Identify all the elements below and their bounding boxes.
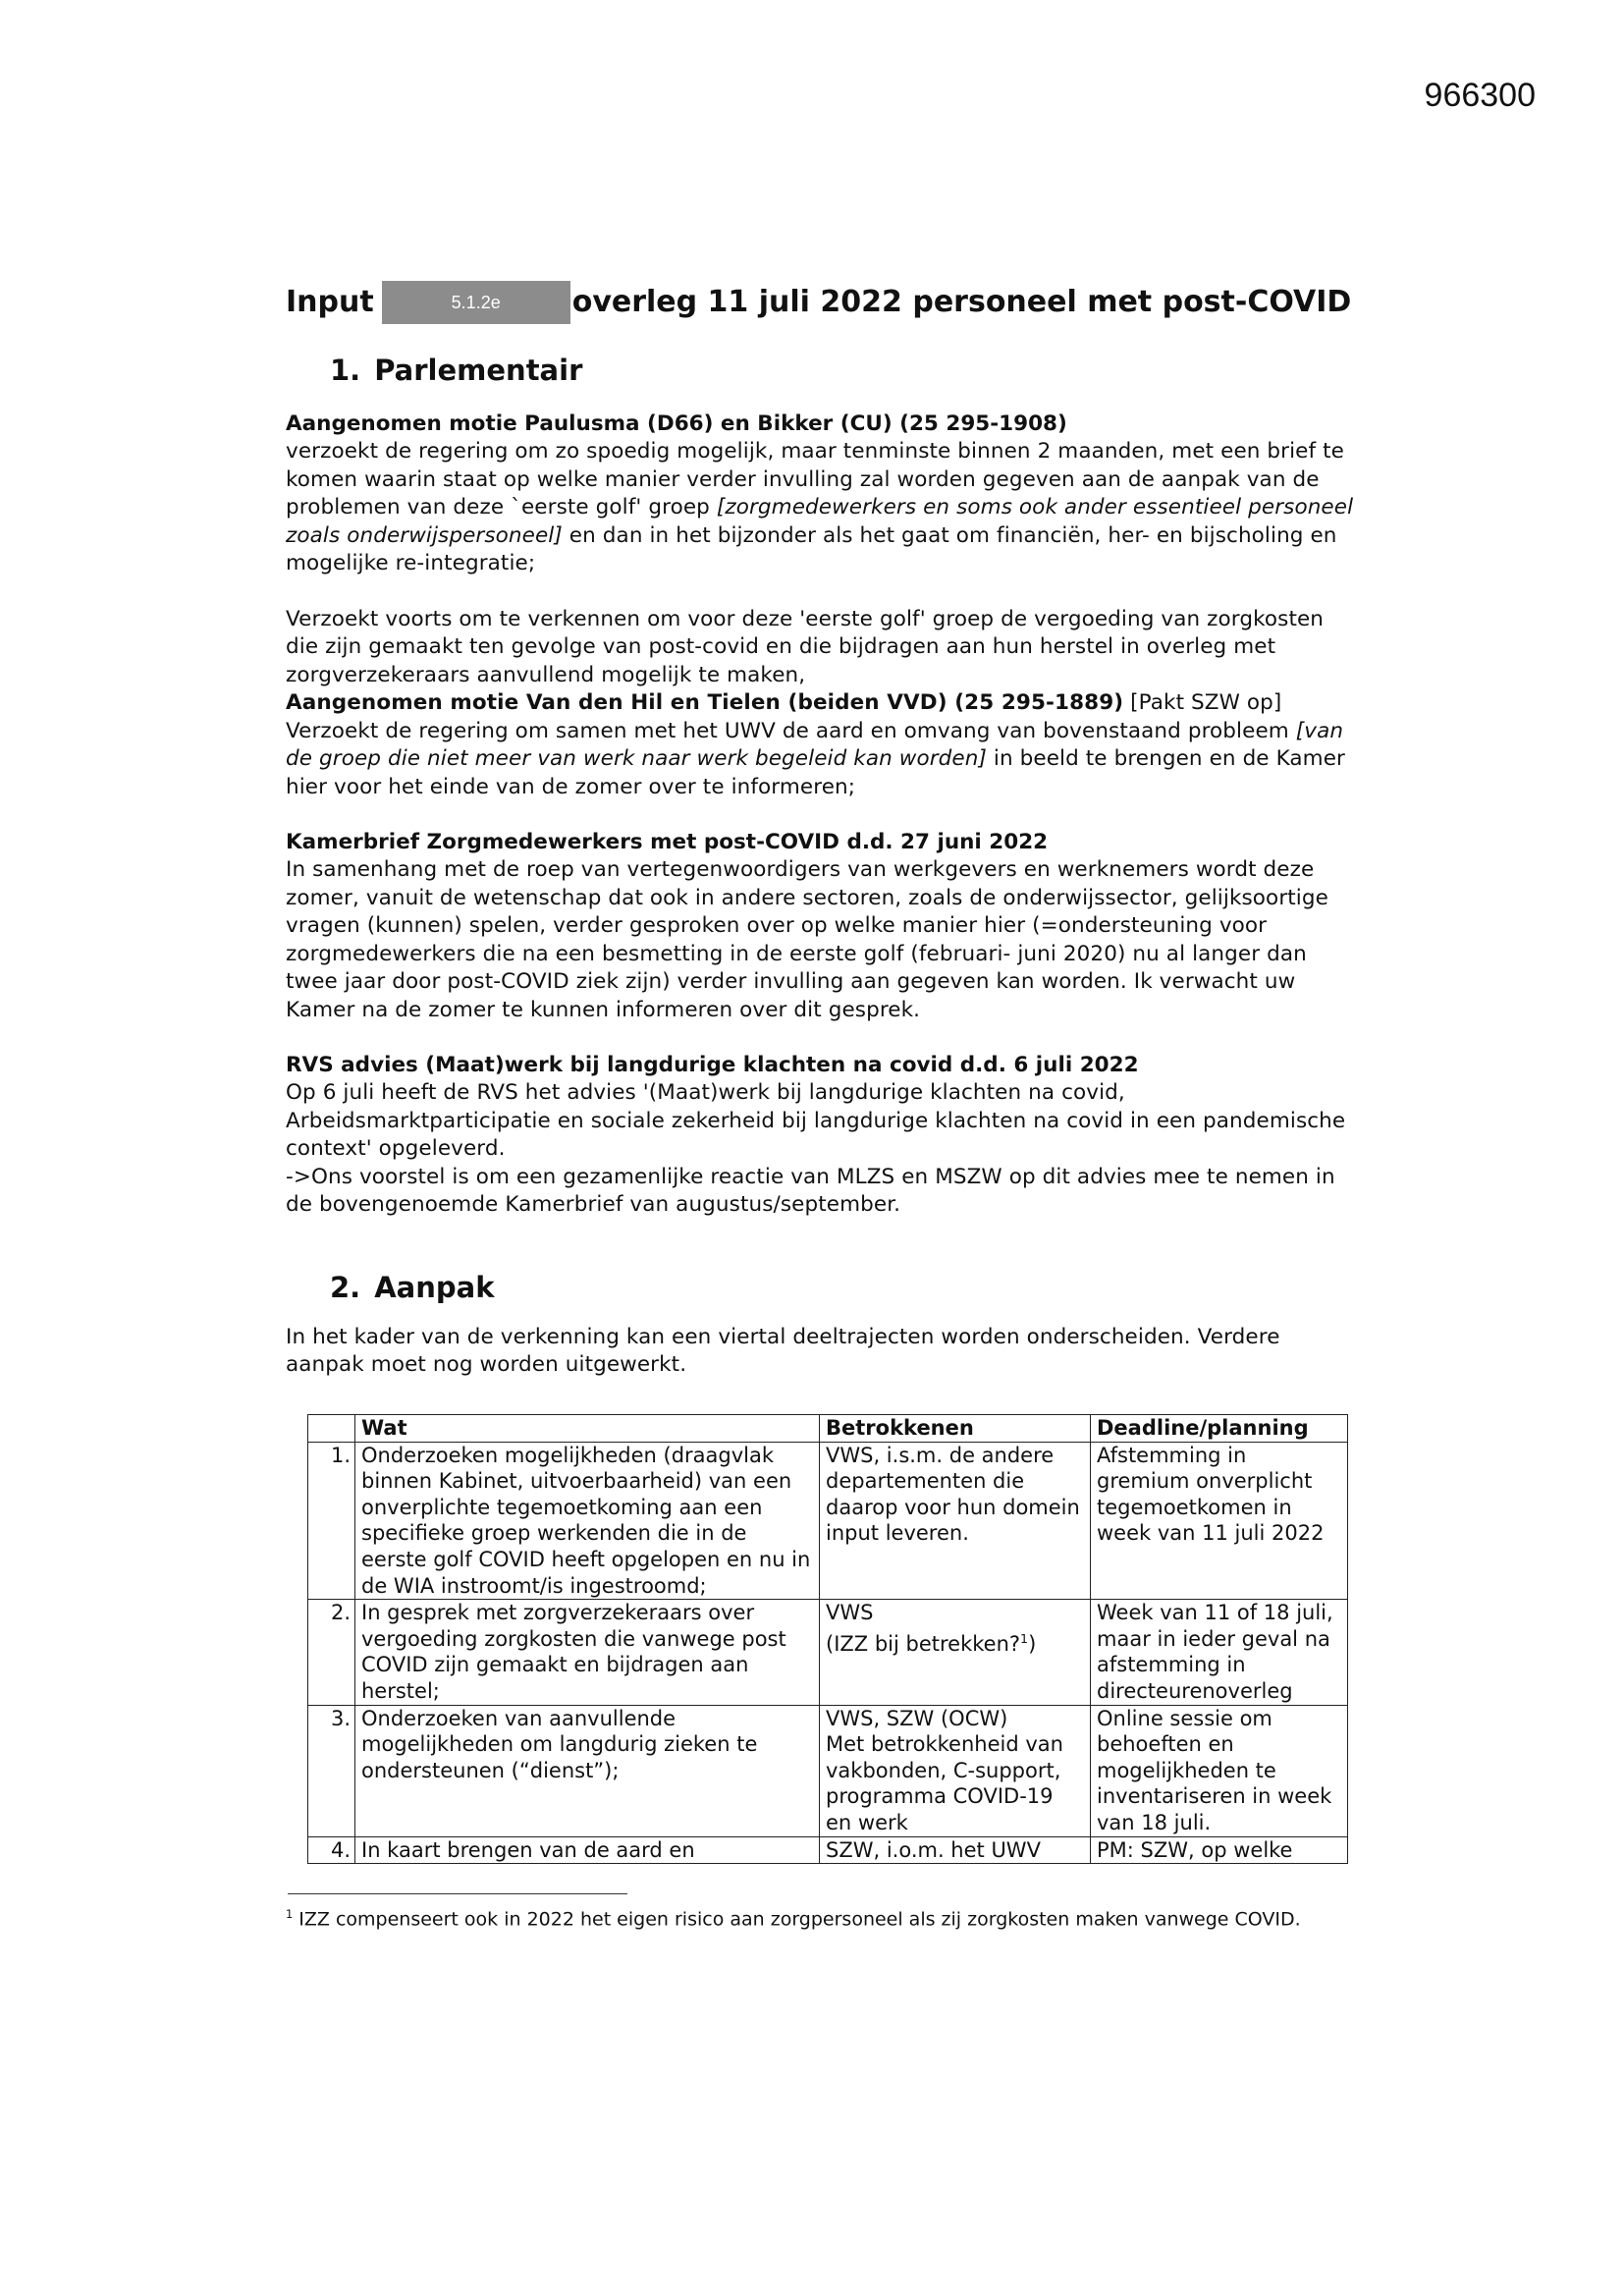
footnote-separator bbox=[288, 1893, 627, 1894]
row-wat: In kaart brengen van de aard en bbox=[355, 1836, 820, 1864]
page-title bbox=[286, 281, 1356, 324]
section-number: 1. bbox=[330, 354, 361, 387]
title-prefix: Input bbox=[286, 285, 374, 319]
row-number: 1. bbox=[308, 1442, 355, 1600]
rvs-proposal: ->Ons voorstel is om een gezamenlijke reactie van MLZS en MSZW op dit advies mee te nemen in de bovengenoemde Kamerbrief van augustus/september. bbox=[286, 1164, 1335, 1217]
motie-paulusma-text-2: Verzoekt voorts om te verkennen om voor deze 'eerste golf' groep de vergoeding van zorgkosten die zijn gemaakt ten gevolge van post-covid en die bijdragen aan hun herstel in overleg met zorgverzekeraars aanvullend mogelijk te maken, bbox=[286, 606, 1325, 687]
header-wat: Wat bbox=[355, 1415, 820, 1443]
footnote bbox=[286, 1907, 1301, 1930]
section-heading-aanpak bbox=[330, 1271, 1356, 1304]
kamerbrief-title: Kamerbrief Zorgmedewerkers met post-COVID d.d. 27 juni 2022 bbox=[286, 830, 1049, 854]
redaction-box: 5.1.2e bbox=[382, 281, 570, 324]
motie-vandenhil-title: Aangenomen motie Van den Hil en Tielen (beiden VVD) (25 295-1889) bbox=[286, 690, 1124, 715]
header-deadline: Deadline/planning bbox=[1091, 1415, 1348, 1443]
header-number bbox=[308, 1415, 355, 1443]
motie-paulusma-text: verzoekt de regering om zo spoedig mogelijk, maar tenminste binnen 2 maanden, met een brief te komen waarin staat op welke manier verder invulling zal worden gegeven aan de aanpak van de problemen van deze `eerste golf' groep [zorgmedewerkers en soms ook ander essentieel personeel zoals onderwijspersoneel] en dan in het bijzonder als het gaat om financiën, her- en bijscholing en mogelijke re-integratie; bbox=[286, 439, 1354, 575]
section-heading-parlementair bbox=[330, 354, 1356, 387]
section-number: 2. bbox=[330, 1270, 361, 1304]
row-number: 2. bbox=[308, 1600, 355, 1705]
row-deadline: Online sessie om behoeften en mogelijkheden te inventariseren in week van 18 juli. bbox=[1091, 1705, 1348, 1836]
table-row bbox=[308, 1442, 1348, 1600]
row-betrokkenen: SZW, i.o.m. het UWV bbox=[820, 1836, 1091, 1864]
rvs-title: RVS advies (Maat)werk bij langdurige klachten na covid d.d. 6 juli 2022 bbox=[286, 1053, 1139, 1077]
row-wat: Onderzoeken mogelijkheden (draagvlak binnen Kabinet, uitvoerbaarheid) van een onverplichte tegemoetkoming aan een specifieke groep werkenden die in de eerste golf COVID heeft opgelopen en nu in de WIA instroomt/is ingestroomd; bbox=[355, 1442, 820, 1600]
row-betrokkenen: VWS, i.s.m. de andere departementen die daarop voor hun domein input leveren. bbox=[820, 1442, 1091, 1600]
table-row bbox=[308, 1836, 1348, 1864]
document-number: 966300 bbox=[1424, 77, 1536, 114]
document-body bbox=[286, 281, 1356, 1380]
motie-vandenhil-heading: Aangenomen motie Van den Hil en Tielen (beiden VVD) (25 295-1889) [Pakt SZW op] bbox=[286, 690, 1282, 715]
row-wat: In gesprek met zorgverzekeraars over vergoeding zorgkosten die vanwege post COVID zijn gemaakt en bijdragen aan herstel; bbox=[355, 1600, 820, 1705]
row-number: 3. bbox=[308, 1705, 355, 1836]
header-betrokkenen: Betrokkenen bbox=[820, 1415, 1091, 1443]
section-title: Parlementair bbox=[374, 354, 583, 387]
motie-vandenhil-text: Verzoekt de regering om samen met het UWV de aard en omvang van bovenstaand probleem [van de groep die niet meer van werk naar werk begeleid kan worden] in beeld te brengen en de Kamer hier voor het einde van de zomer over te informeren; bbox=[286, 718, 1345, 799]
row-deadline: Week van 11 of 18 juli, maar in ieder geval na afstemming in directeurenoverleg bbox=[1091, 1600, 1348, 1705]
aanpak-intro: In het kader van de verkenning kan een viertal deeltrajecten worden onderscheiden. Verdere aanpak moet nog worden uitgewerkt. bbox=[286, 1324, 1280, 1377]
row-deadline: Afstemming in gremium onverplicht tegemoetkomen in week van 11 juli 2022 bbox=[1091, 1442, 1348, 1600]
row-number: 4. bbox=[308, 1836, 355, 1864]
table-row bbox=[308, 1600, 1348, 1705]
row-deadline: PM: SZW, op welke bbox=[1091, 1836, 1348, 1864]
kamerbrief-text: In samenhang met de roep van vertegenwoordigers van werkgevers en werknemers wordt deze zomer, vanuit de wetenschap dat ook in andere sectoren, zoals de onderwijssector, gelijksoortige vragen (kunnen) spelen, verder gesproken over op welke manier hier (=ondersteuning voor zorgmedewerkers die na een besmetting in de eerste golf (februari- juni 2020) nu al langer dan twee jaar door post-COVID ziek zijn) verder invulling aan gegeven kan worden. Ik verwacht uw Kamer na de zomer te kunnen informeren over dit gesprek. bbox=[286, 857, 1328, 1022]
rvs-text: Op 6 juli heeft de RVS het advies '(Maat)werk bij langdurige klachten na covid, Arbeidsmarktparticipatie en sociale zekerheid bij langdurige klachten na covid in een pandemische context' opgeleverd. bbox=[286, 1080, 1346, 1161]
title-suffix: overleg 11 juli 2022 personeel met post-COVID bbox=[571, 285, 1352, 319]
row-betrokkenen: VWS (IZZ bij betrekken?$^1$) bbox=[820, 1600, 1091, 1705]
footnote-reference: 1 bbox=[1020, 1630, 1029, 1646]
footnote-text: IZZ compenseert ook in 2022 het eigen risico aan zorgpersoneel als zij zorgkosten maken vanwege COVID. bbox=[293, 1908, 1301, 1931]
footnote-number: 1 bbox=[286, 1907, 294, 1921]
deeltrajecten-table bbox=[307, 1414, 1348, 1864]
row-betrokkenen: VWS, SZW (OCW) Met betrokkenheid van vakbonden, C-support, programma COVID-19 en werk bbox=[820, 1705, 1091, 1836]
row-wat: Onderzoeken van aanvullende mogelijkheden om langdurig zieken te ondersteunen (“dienst”); bbox=[355, 1705, 820, 1836]
table-header-row bbox=[308, 1415, 1348, 1443]
section-title: Aanpak bbox=[374, 1270, 495, 1304]
table-row bbox=[308, 1705, 1348, 1836]
motie-paulusma-title: Aangenomen motie Paulusma (D66) en Bikker (CU) (25 295-1908) bbox=[286, 411, 1067, 436]
